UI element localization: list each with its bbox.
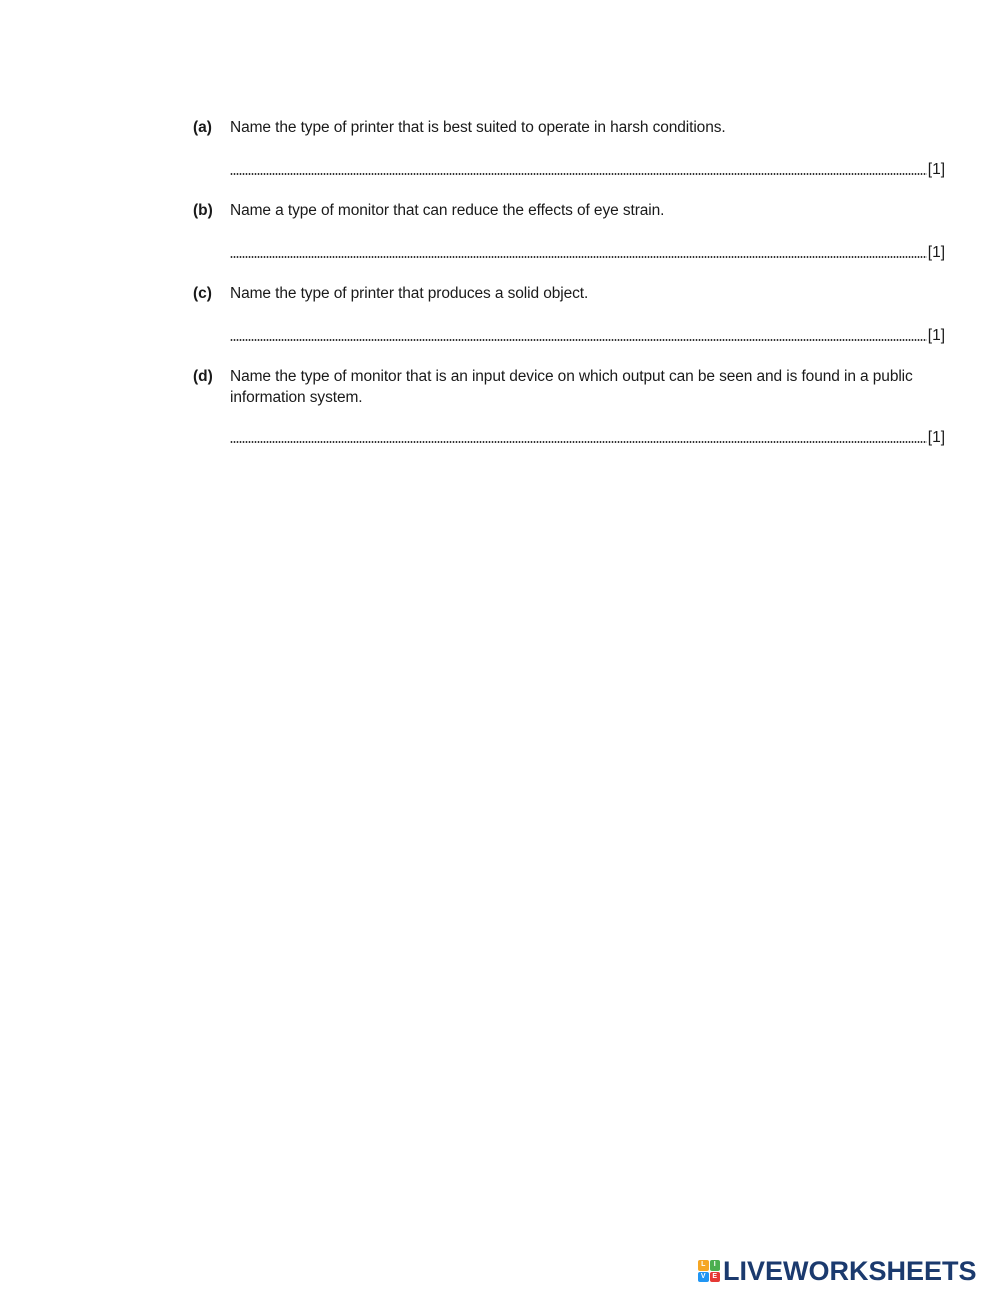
question-text: Name the type of printer that is best suited to operate in harsh conditions. xyxy=(230,119,726,136)
answer-field-a[interactable] xyxy=(230,157,915,177)
answer-field-b[interactable] xyxy=(230,240,915,260)
marks-label: [1] xyxy=(927,429,945,446)
logo-tile: E xyxy=(710,1272,721,1283)
question-b xyxy=(193,200,945,262)
question-label: (d) xyxy=(193,368,213,385)
question-label: (c) xyxy=(193,285,212,302)
answer-field-d[interactable] xyxy=(230,425,915,445)
liveworksheets-brand xyxy=(698,1257,977,1285)
question-c xyxy=(193,283,945,345)
answer-line xyxy=(230,159,945,179)
marks-label: [1] xyxy=(927,244,945,261)
question-text: Name the type of printer that produces a solid object. xyxy=(230,285,589,302)
question-text: Name the type of monitor that is an input device on which output can be seen and is found in a public information system. xyxy=(230,368,913,406)
answer-line xyxy=(230,325,945,345)
answer-line xyxy=(230,242,945,262)
question-label: (a) xyxy=(193,119,212,136)
brand-name: LIVEWORKSHEETS xyxy=(723,1256,977,1286)
logo-tile: V xyxy=(698,1272,709,1283)
marks-label: [1] xyxy=(927,327,945,344)
question-a xyxy=(193,117,945,179)
marks-label: [1] xyxy=(927,161,945,178)
question-d xyxy=(193,366,945,447)
answer-line xyxy=(230,427,945,447)
logo-tile: I xyxy=(710,1260,721,1271)
question-label: (b) xyxy=(193,202,213,219)
answer-field-c[interactable] xyxy=(230,323,915,343)
question-text: Name a type of monitor that can reduce the effects of eye strain. xyxy=(230,202,665,219)
liveworksheets-logo-icon xyxy=(698,1260,720,1282)
logo-tile: L xyxy=(698,1260,709,1271)
